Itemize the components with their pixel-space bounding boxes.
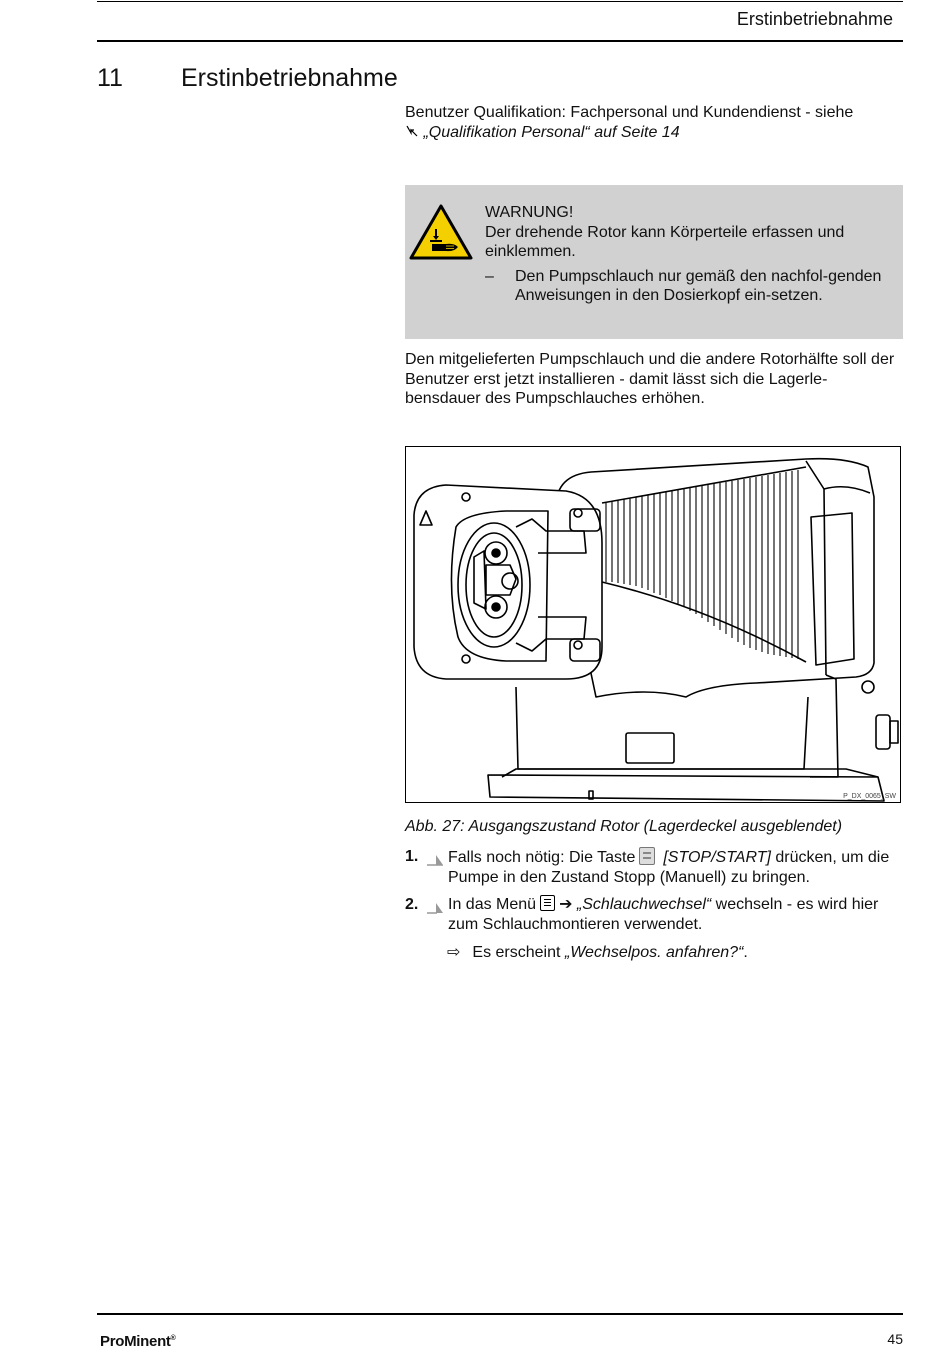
menu-arrow: ➔ [559, 896, 573, 913]
pump-figure [405, 446, 901, 803]
intro-paragraph: Den mitgelieferten Pumpschlauch und die andere Rotorhälfte soll der Benutzer erst jetzt installieren - damit lässt sich die Lagerle-bensdauer des Pumpschlauches erhöhen. [405, 351, 895, 407]
step-number: 2. [405, 896, 419, 913]
prominent-logo: ProMinent® [100, 1333, 176, 1350]
page-number: 45 [887, 1331, 903, 1347]
warning-title: WARNUNG! [485, 204, 574, 221]
result-text-before: Es erscheint [472, 944, 561, 961]
warning-description: Der drehende Rotor kann Körperteile erfassen und einklemmen. [485, 223, 845, 260]
pump-illustration [406, 447, 900, 802]
header-top-rule [97, 1, 903, 2]
step-1-text [448, 847, 895, 887]
warning-text-block [485, 203, 885, 306]
figure-caption: Abb. 27: Ausgangszustand Rotor (Lagerdeckel ausgeblendet) [405, 818, 843, 835]
result-arrow-icon: ⇨ [447, 944, 461, 961]
footer-rule [97, 1313, 903, 1315]
step-2-text [448, 895, 895, 934]
stop-start-key-name: [STOP/START] [663, 849, 771, 866]
step-1-text-after: drücken, um die Pumpe in den Zustand Stopp (Manuell) zu bringen. [448, 849, 890, 886]
menu-icon [540, 895, 555, 911]
running-header-title: Erstinbetriebnahme [736, 9, 893, 29]
chapter-number: 11 [97, 64, 123, 92]
menu-name-schlauchwechsel: „Schlauchwechsel“ [576, 896, 712, 913]
qualification-paragraph [405, 103, 895, 142]
result-message: „Wechselpos. anfahren?“ [564, 944, 744, 961]
dash-bullet: – [485, 267, 494, 285]
warning-measure-text: Den Pumpschlauch nur gemäß den nachfol-genden Anweisungen in den Dosierkopf ein-setzen. [515, 267, 882, 304]
result-text-after: . [743, 944, 748, 961]
warning-measure [485, 267, 885, 306]
step-2-text-after: wechseln - es wird hier zum Schlauchmontieren verwendet. [448, 896, 879, 933]
stop-start-key-icon [639, 847, 655, 865]
warning-box [405, 185, 903, 339]
chapter-title: Erstinbetriebnahme [181, 64, 398, 92]
step-number: 1. [405, 848, 419, 865]
step-arrow-icon [427, 900, 443, 920]
qualification-cross-reference-link[interactable]: „Qualifikation Personal“ auf Seite 14 [423, 123, 680, 141]
header-bottom-rule [97, 40, 903, 42]
hand-pointer-icon [405, 124, 423, 141]
qualification-text: Benutzer Qualifikation: Fachpersonal und Kundendienst - siehe [405, 104, 854, 121]
step-2 [405, 895, 895, 934]
step-result [447, 942, 748, 962]
hand-crush-warning-icon [408, 203, 474, 266]
figure-code: P_DX_0065_SW [843, 793, 896, 800]
step-arrow-icon [427, 852, 443, 872]
step-2-text-before: In das Menü [448, 896, 537, 913]
step-1-text-before: Falls noch nötig: Die Taste [448, 849, 636, 866]
step-1 [405, 847, 895, 887]
